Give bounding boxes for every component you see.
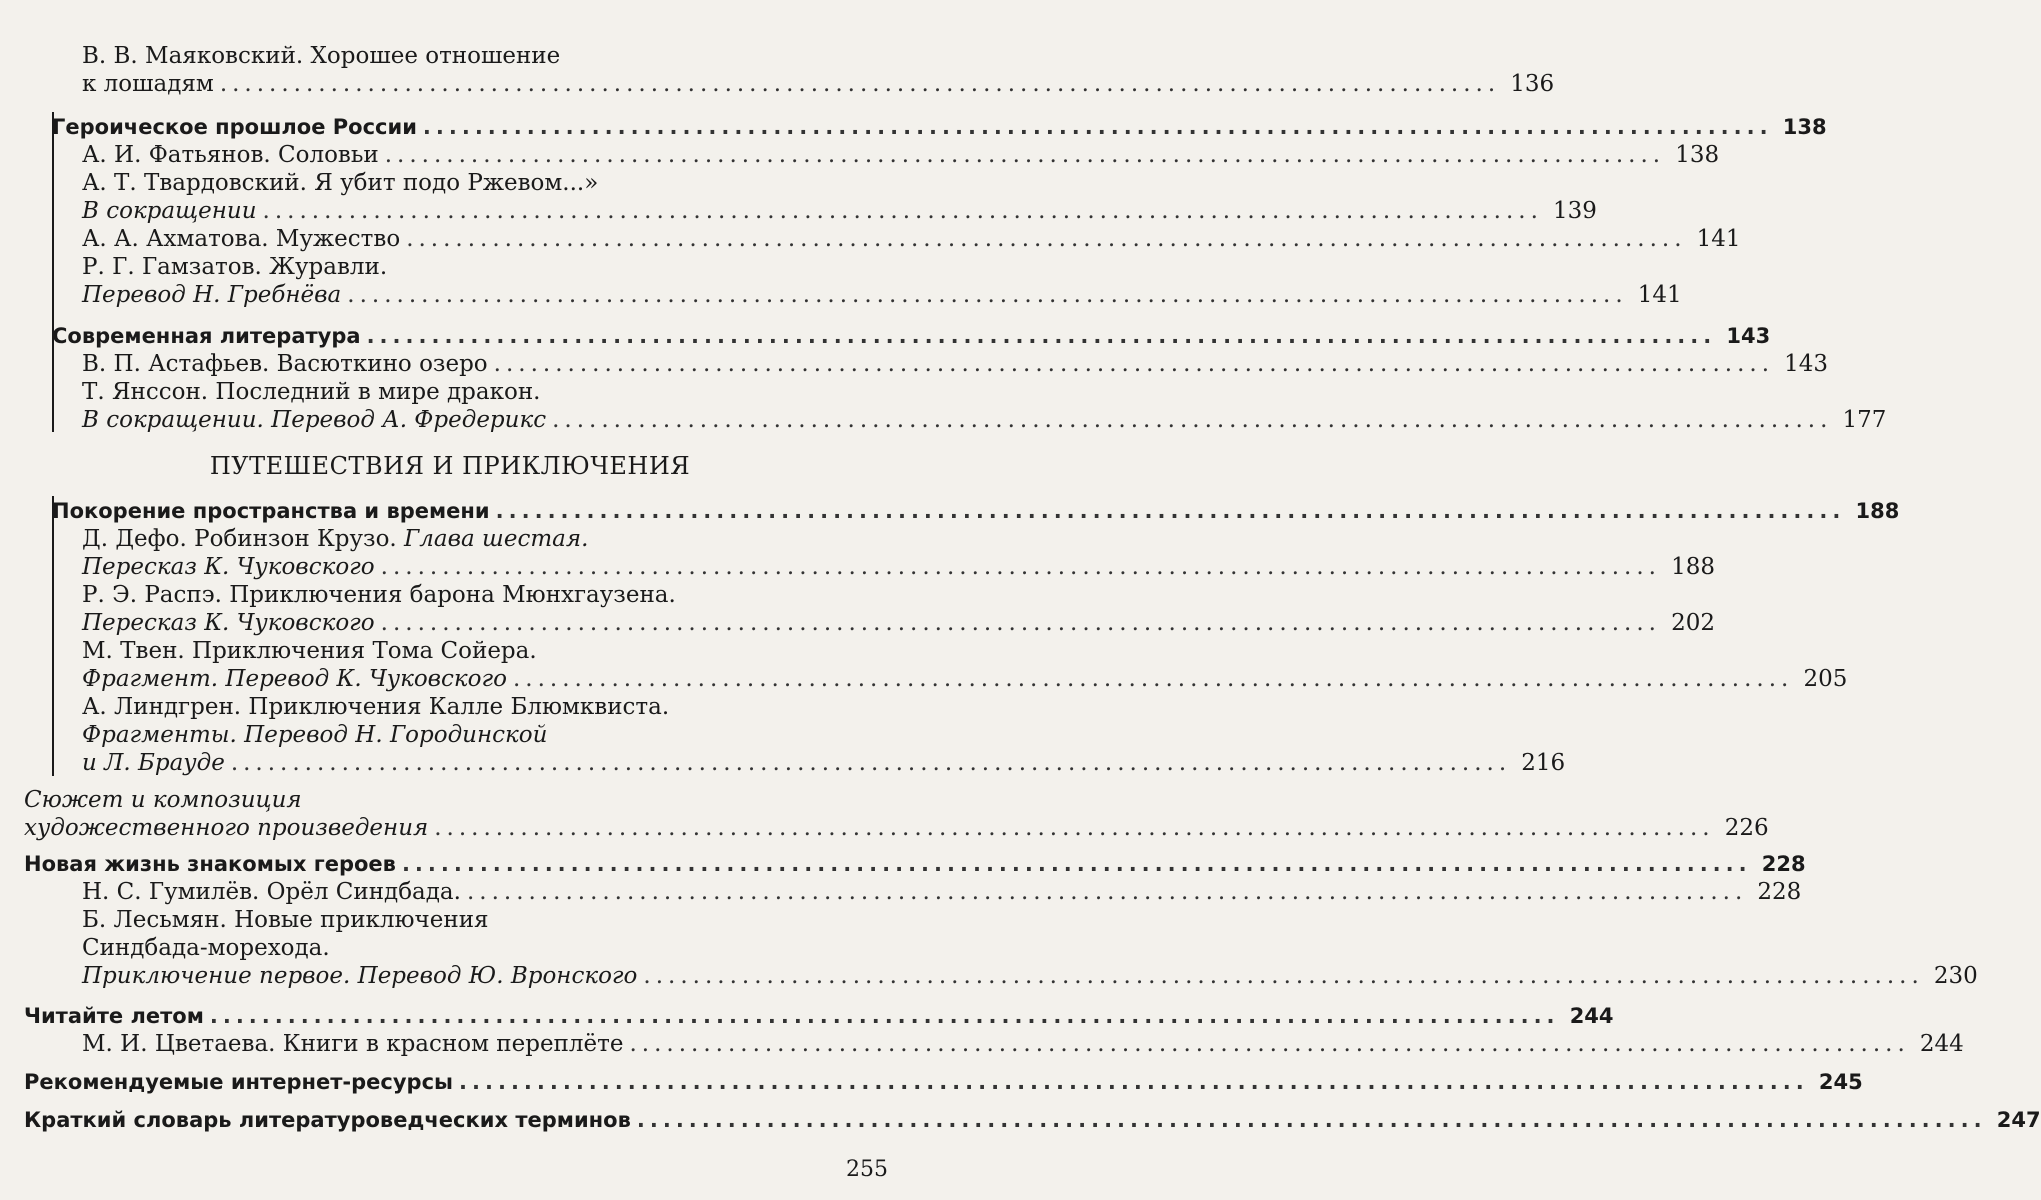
toc-entry: Н. С. Гумилёв. Орёл Синдбада. ........................................................................................................ 228 [82,879,1802,905]
toc-entry: Перевод Н. Гребнёва ........................................................................................................ 141 [82,282,1682,308]
toc-heading: Читайте летом ........................................................................................................ 244 [24,1004,1614,1028]
toc-entry: Приключение первое. Перевод Ю. Вронского ........................................................................................................ 230 [82,963,1978,989]
toc-entry: Р. Э. Распэ. Приключения барона Мюнхгаузена. [82,582,676,608]
toc-heading: Новая жизнь знакомых героев ........................................................................................................ 228 [24,852,1806,876]
toc-entry: А. Т. Твардовский. Я убит подо Ржевом...» [82,170,599,196]
toc-entry: и Л. Брауде ........................................................................................................ 216 [82,750,1566,776]
toc-entry: А. Линдгрен. Приключения Калле Блюмквиста. [82,694,670,720]
page-number: 255 [846,1157,888,1182]
section-title: ПУТЕШЕСТВИЯ И ПРИКЛЮЧЕНИЯ [209,452,691,480]
toc-entry: Р. Г. Гамзатов. Журавли. [82,254,388,280]
toc-entry: художественного произведения ........................................................................................................ 226 [24,815,1769,841]
toc-entry: Пересказ К. Чуковского ........................................................................................................ 202 [82,610,1715,636]
toc-entry: А. А. Ахматова. Мужество ........................................................................................................ 141 [82,226,1741,252]
toc-entry: к лошадям ........................................................................................................ 136 [82,71,1555,97]
toc-entry: Сюжет и композиция [24,787,302,813]
section-rule [52,496,58,776]
toc-heading: Покорение пространства и времени ........................................................................................................ 188 [52,499,1900,523]
toc-entry: Б. Лесьмян. Новые приключения [82,907,489,933]
toc-entry: В сокращении ........................................................................................................ 139 [82,198,1597,224]
toc-entry: Фрагмент. Перевод К. Чуковского ........................................................................................................ 205 [82,666,1848,692]
toc-heading: Рекомендуемые интернет-ресурсы ........................................................................................................ 245 [24,1070,1863,1094]
toc-entry: В. П. Астафьев. Васюткино озеро ........................................................................................................ 143 [82,351,1829,377]
toc-entry: А. И. Фатьянов. Соловьи ........................................................................................................ 138 [82,142,1720,168]
toc-entry: В. В. Маяковский. Хорошее отношение [82,43,561,69]
toc-entry: Синдбада-морехода. [82,935,330,961]
toc-heading: Героическое прошлое России ........................................................................................................ 138 [52,115,1827,139]
toc-entry: Т. Янссон. Последний в мире дракон. [82,379,541,405]
toc-entry: Фрагменты. Перевод Н. Городинской [82,722,548,748]
toc-entry: Пересказ К. Чуковского ........................................................................................................ 188 [82,554,1715,580]
toc-heading: Краткий словарь литературоведческих терминов ........................................................................................................ 247 [24,1108,2041,1132]
toc-entry: М. Твен. Приключения Тома Сойера. [82,638,537,664]
section-rule [52,112,58,342]
toc-entry: В сокращении. Перевод А. Фредерикс ........................................................................................................ 177 [82,407,1887,433]
toc-heading: Современная литература ........................................................................................................ 143 [52,324,1771,348]
toc-entry: М. И. Цветаева. Книги в красном переплёте ........................................................................................................ 244 [82,1031,1964,1057]
toc-entry: Д. Дефо. Робинзон Крузо. Глава шестая. [82,526,589,552]
